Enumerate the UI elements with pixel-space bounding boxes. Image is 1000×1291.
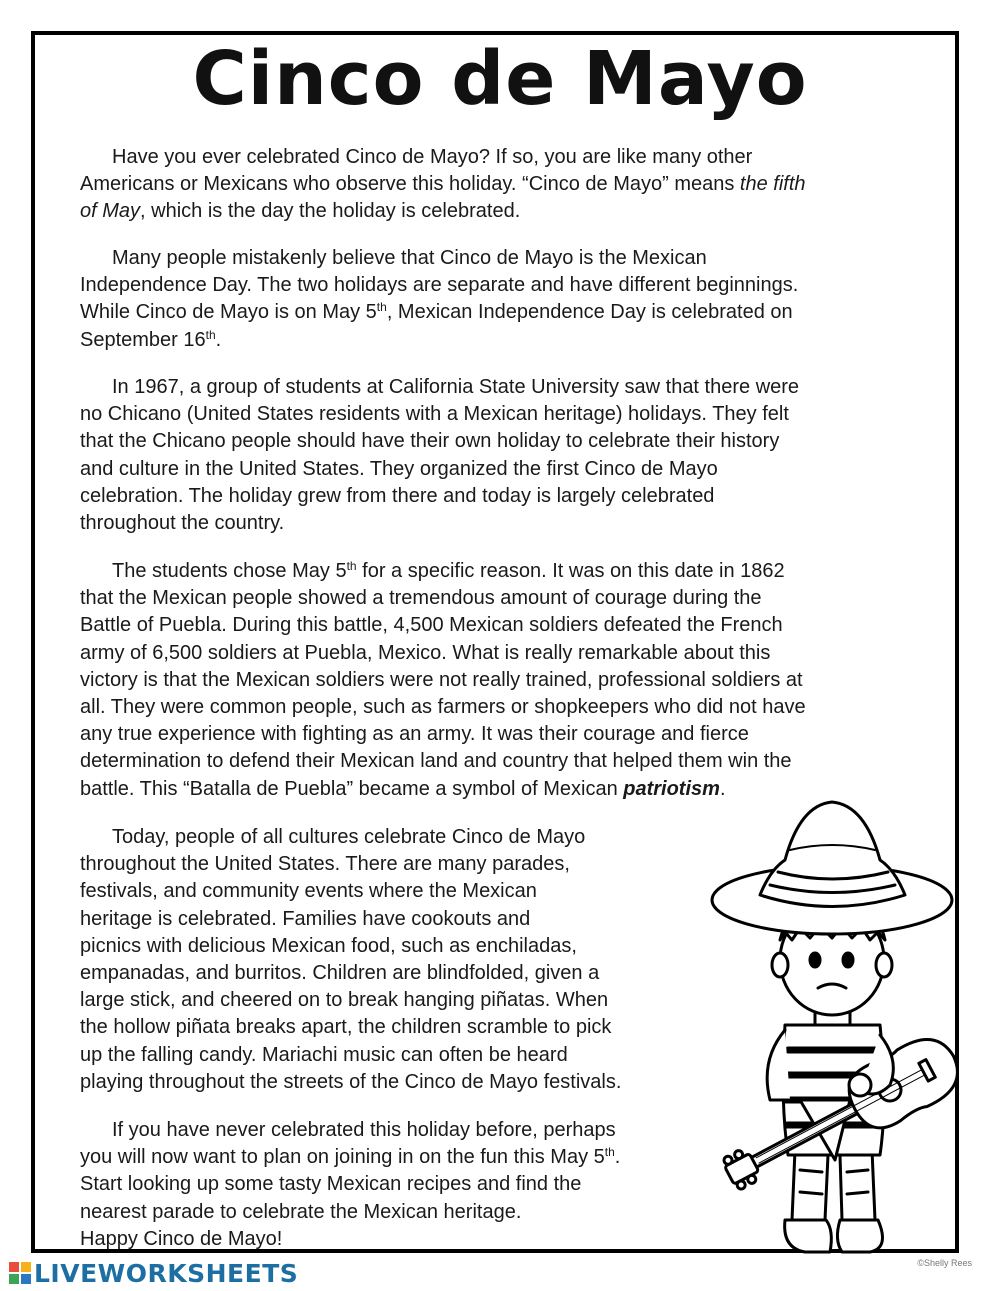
text-line: up the falling candy. Mariachi music can often be heard: [80, 1043, 568, 1066]
text-line: determination to defend their Mexican land and country that helped them win the: [80, 750, 792, 773]
text-line: battle. This “Batalla de Puebla” became a symbol of Mexican patriotism.: [80, 777, 726, 800]
text-line: The students chose May 5th for a specific reason. It was on this date in 1862: [112, 559, 785, 582]
bold-italic-text: patriotism: [623, 777, 720, 800]
text-line: In 1967, a group of students at California State University saw that there were: [112, 376, 800, 398]
paragraph-celebrations: [80, 824, 621, 1096]
italic-text: the fifth: [739, 173, 806, 196]
text-line: you will now want to plan on joining in on the fun this May 5th.: [80, 1145, 621, 1169]
text-line: September 16th.: [80, 327, 222, 351]
text-line: playing throughout the streets of the Cinco de Mayo festivals.: [80, 1070, 622, 1093]
text-line: all. They were common people, such as farmers or shopkeepers who did not have: [80, 696, 806, 719]
liveworksheets-logo[interactable]: [8, 1258, 298, 1288]
text-line: Many people mistakenly believe that Cinco de Mayo is the Mexican: [112, 247, 707, 269]
text-line: Start looking up some tasty Mexican recipes and find the: [80, 1173, 582, 1196]
text-line: Happy Cinco de Mayo!: [80, 1227, 283, 1250]
text-line: that the Mexican people showed a tremendous amount of courage during the: [80, 587, 762, 610]
text-line: army of 6,500 soldiers at Puebla, Mexico. What is really remarkable about this: [80, 641, 771, 664]
text-line: no Chicano (United States residents with a Mexican heritage) holidays. They felt: [80, 403, 789, 426]
text-line: victory is that the Mexican soldiers were not really trained, professional soldiers at: [80, 668, 803, 691]
liveworksheets-blocks-icon: [8, 1261, 32, 1285]
text-line: Americans or Mexicans who observe this holiday. “Cinco de Mayo” means the fifth: [80, 173, 806, 196]
paragraph-history: [80, 374, 799, 537]
text-line: Have you ever celebrated Cinco de Mayo? If so, you are like many other: [112, 146, 753, 168]
text-line: the hollow piñata breaks apart, the children scramble to pick: [80, 1016, 612, 1039]
italic-text: of May: [80, 200, 141, 223]
text-line: that the Chicano people should have their own holiday to celebrate their history: [80, 430, 780, 453]
boy-sombrero-guitar-illustration: [700, 800, 980, 1260]
logo-text: LIVEWORKSHEETS: [34, 1258, 299, 1288]
text-line: celebration. The holiday grew from there and today is largely celebrated: [80, 484, 715, 507]
text-line: of May, which is the day the holiday is celebrated.: [80, 200, 521, 223]
page-title: Cinco de Mayo: [192, 36, 808, 122]
text-line: Today, people of all cultures celebrate Cinco de Mayo: [112, 826, 586, 848]
text-line: If you have never celebrated this holiday before, perhaps: [112, 1119, 616, 1141]
text-line: picnics with delicious Mexican food, such as enchiladas,: [80, 934, 577, 957]
text-line: festivals, and community events where the Mexican: [80, 880, 537, 903]
text-line: empanadas, and burritos. Children are blindfolded, given a: [80, 962, 600, 985]
text-line: any true experience with fighting as an army. It was their courage and fierce: [80, 723, 749, 746]
text-line: Battle of Puebla. During this battle, 4,500 Mexican soldiers defeated the French: [80, 614, 783, 637]
text-line: large stick, and cheered on to break hanging piñatas. When: [80, 989, 609, 1012]
text-line: Independence Day. The two holidays are separate and have different beginnings.: [80, 274, 799, 297]
paragraph-intro: [80, 144, 806, 226]
text-line: and culture in the United States. They organized the first Cinco de Mayo: [80, 457, 718, 480]
paragraph-battle: [80, 558, 806, 803]
copyright-credit: ©Shelly Rees: [917, 1258, 972, 1268]
text-line: throughout the United States. There are many parades,: [80, 853, 570, 876]
text-line: While Cinco de Mayo is on May 5th, Mexican Independence Day is celebrated on: [80, 300, 793, 324]
text-line: nearest parade to celebrate the Mexican heritage.: [80, 1200, 522, 1223]
text-line: heritage is celebrated. Families have cookouts and: [80, 907, 531, 930]
paragraph-closing: [80, 1117, 620, 1253]
text-line: throughout the country.: [80, 512, 285, 535]
paragraph-independence: [80, 245, 798, 354]
